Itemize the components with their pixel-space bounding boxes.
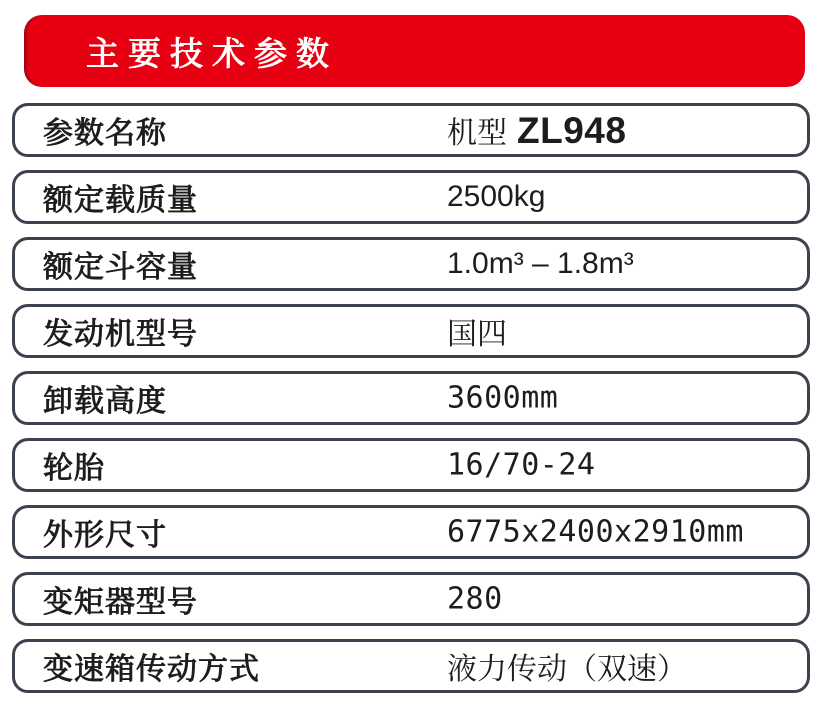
- spec-table: [12, 103, 810, 693]
- spec-row-value: 6775x2400x2910mm: [447, 514, 744, 550]
- spec-row-label: 额定斗容量: [43, 251, 198, 284]
- spec-row-value: 国四: [447, 318, 507, 351]
- spec-row-label: 变矩器型号: [43, 586, 198, 619]
- spec-row-transmission-type: [12, 639, 810, 693]
- model-name: ZL948: [517, 110, 627, 151]
- spec-row-value: [447, 108, 626, 152]
- spec-row-value: 1.0m³ – 1.8m³: [447, 247, 634, 280]
- model-prefix: 机型: [447, 117, 507, 150]
- spec-row-value: 液力传动（双速）: [447, 653, 687, 686]
- spec-row-value: 280: [447, 581, 503, 617]
- spec-row-dump-height: [12, 371, 810, 425]
- spec-row-value: 3600mm: [447, 380, 559, 416]
- spec-row-label: 卸载高度: [43, 385, 167, 418]
- spec-row-label: 变速箱传动方式: [43, 653, 260, 686]
- spec-row-value: 2500kg: [447, 180, 546, 213]
- spec-row-label: 额定载质量: [43, 184, 198, 217]
- spec-row-overall-dimensions: [12, 505, 810, 559]
- spec-row-rated-load: [12, 170, 810, 224]
- spec-row-label: 外形尺寸: [43, 519, 167, 552]
- spec-row-model: [12, 103, 810, 157]
- page-title: 主要技术参数: [86, 34, 338, 72]
- title-banner: [24, 15, 805, 87]
- spec-row-value: 16/70-24: [447, 447, 596, 483]
- spec-row-tires: [12, 438, 810, 492]
- spec-row-label: 轮胎: [43, 452, 105, 485]
- spec-row-label: 发动机型号: [43, 318, 198, 351]
- spec-row-bucket-capacity: [12, 237, 810, 291]
- spec-row-label: 参数名称: [43, 117, 167, 150]
- spec-row-engine-model: [12, 304, 810, 358]
- spec-row-torque-converter: [12, 572, 810, 626]
